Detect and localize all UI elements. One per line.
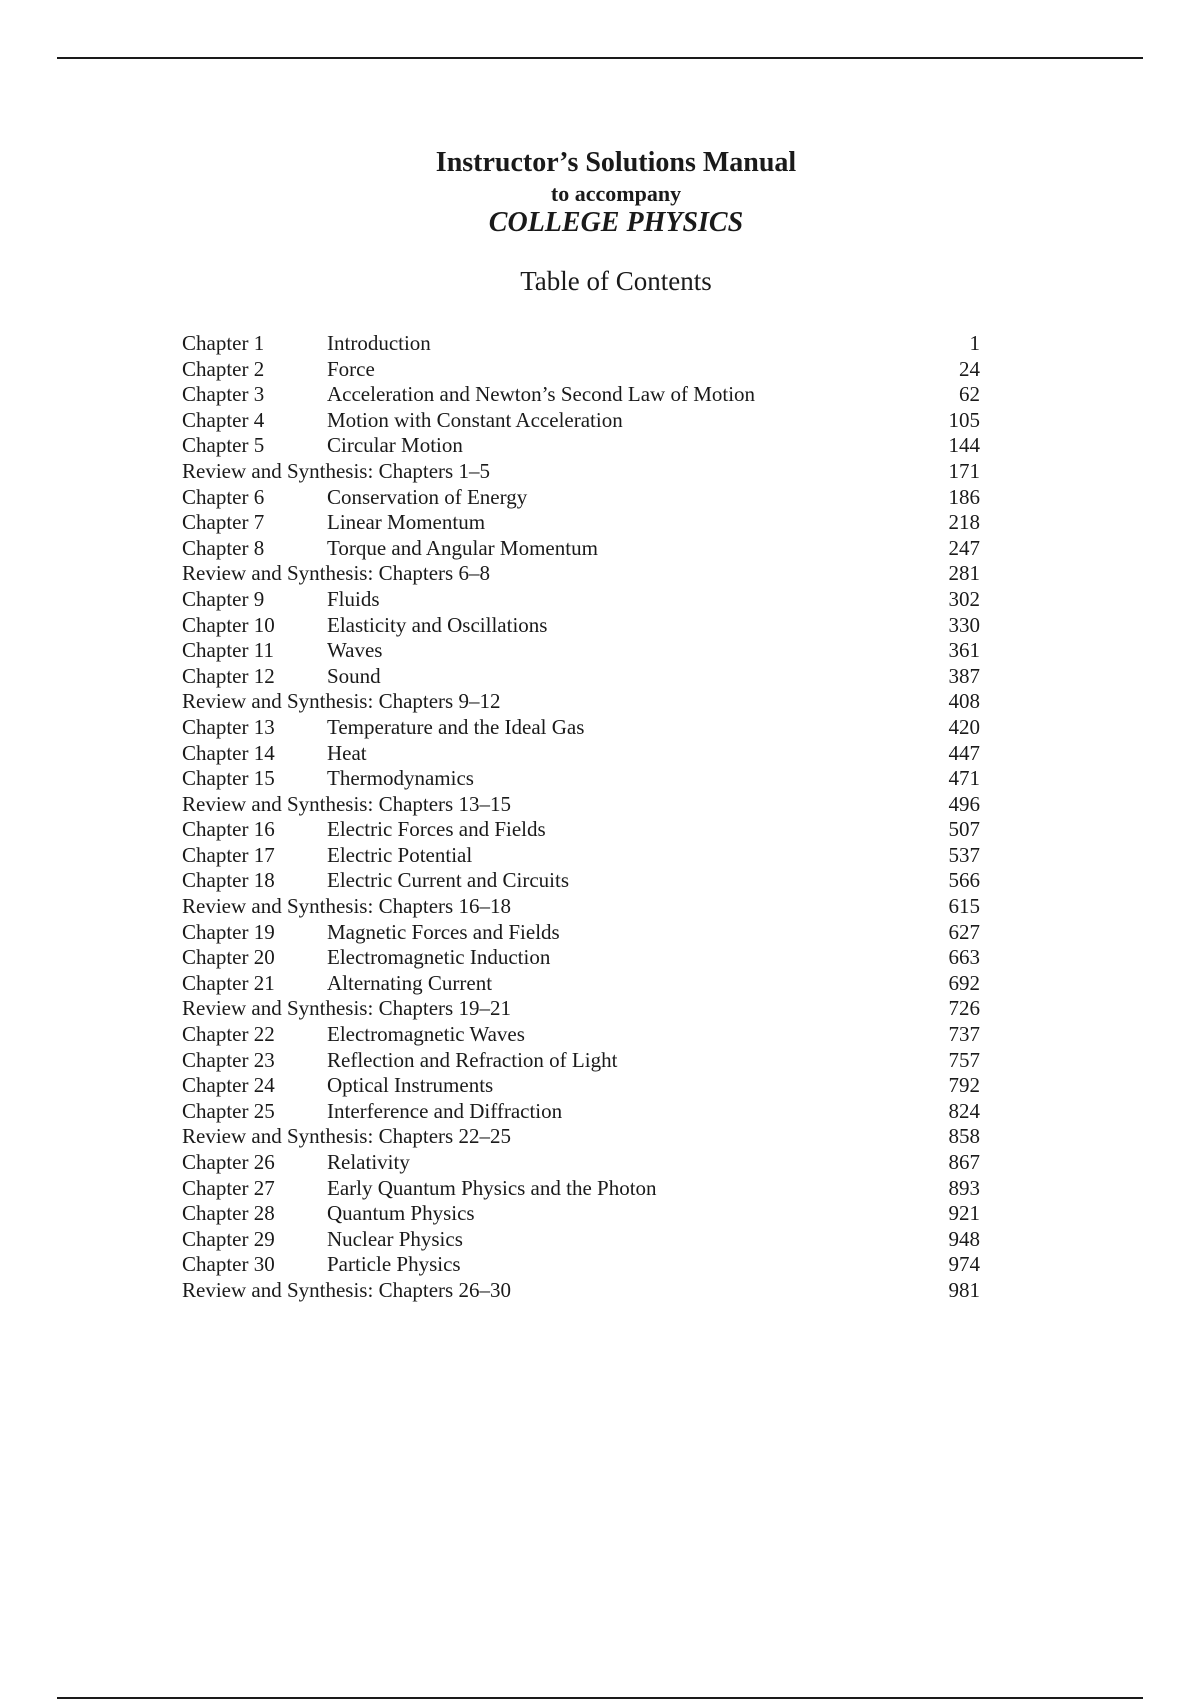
toc-row-label: Chapter 23 — [182, 1047, 275, 1072]
toc-row — [182, 664, 980, 690]
toc-row-title: Nuclear Physics — [327, 1226, 463, 1251]
toc-row-page: 663 — [948, 945, 980, 970]
toc-row-title: Alternating Current — [327, 970, 493, 995]
toc-row-label: Chapter 22 — [182, 1022, 275, 1047]
toc-row — [182, 1022, 980, 1048]
toc-row — [182, 1150, 980, 1176]
top-rule — [57, 57, 1143, 59]
toc-row-label: Review and Synthesis: Chapters 13–15 — [182, 791, 511, 816]
toc-row — [182, 1252, 980, 1278]
toc-row — [182, 971, 980, 997]
toc-row-label: Review and Synthesis: Chapters 22–25 — [182, 1124, 511, 1149]
toc-row-page: 948 — [948, 1226, 980, 1251]
toc-row-label: Chapter 6 — [182, 484, 265, 509]
toc-row-title: Optical Instruments — [327, 1073, 494, 1098]
toc-row-title: Interference and Diffraction — [327, 1098, 563, 1123]
toc-row — [182, 1124, 980, 1150]
toc-row — [182, 817, 980, 843]
toc-row-label: Chapter 11 — [182, 638, 274, 663]
toc-row-label: Chapter 26 — [182, 1150, 275, 1174]
toc-row — [182, 408, 980, 434]
toc-row-label: Chapter 24 — [182, 1073, 275, 1098]
toc-row-page: 824 — [948, 1098, 980, 1123]
toc-row-page: 858 — [948, 1124, 980, 1149]
toc-row-title: Relativity — [327, 1150, 410, 1174]
toc-row-label: Chapter 10 — [182, 612, 275, 637]
bottom-rule — [57, 1697, 1143, 1699]
toc-row-title: Electric Forces and Fields — [327, 817, 546, 842]
toc-row-page: 218 — [948, 510, 980, 535]
toc-row-page: 974 — [948, 1252, 980, 1277]
toc-row — [182, 536, 980, 562]
toc-row-title: Quantum Physics — [327, 1201, 475, 1226]
toc-row-page: 792 — [948, 1073, 980, 1098]
toc-row-label: Chapter 14 — [182, 740, 275, 765]
toc-row — [182, 920, 980, 946]
toc-row-label: Chapter 7 — [182, 510, 265, 535]
toc-row-label: Chapter 8 — [182, 535, 265, 560]
toc-row-label: Chapter 13 — [182, 714, 275, 739]
document-subtitle: to accompany — [550, 181, 682, 206]
toc-row-page: 387 — [948, 663, 980, 688]
toc-row — [182, 561, 980, 587]
toc-row-title: Sound — [327, 663, 381, 688]
toc-row-label: Chapter 12 — [182, 663, 275, 688]
toc-row-title: Electric Current and Circuits — [327, 868, 570, 893]
toc-row-title: Force — [327, 356, 375, 381]
toc-row-page: 737 — [948, 1022, 980, 1047]
toc-row-title: Introduction — [327, 331, 431, 355]
toc-row — [182, 843, 980, 869]
toc-row-label: Review and Synthesis: Chapters 16–18 — [182, 894, 511, 919]
toc-row — [182, 1227, 980, 1253]
toc-row-title: Electromagnetic Induction — [327, 945, 551, 970]
toc-row-page: 981 — [948, 1277, 980, 1302]
toc-row-page: 186 — [948, 484, 980, 509]
toc-row — [182, 945, 980, 971]
toc-row-page: 302 — [948, 586, 980, 611]
toc-row-page: 361 — [948, 638, 980, 663]
toc-row-label: Chapter 16 — [182, 817, 275, 842]
toc-row — [182, 331, 980, 357]
toc-row-page: 615 — [948, 894, 980, 919]
toc-row-label: Chapter 30 — [182, 1252, 275, 1277]
toc-row-title: Reflection and Refraction of Light — [327, 1047, 618, 1072]
toc-row — [182, 894, 980, 920]
toc-row — [182, 792, 980, 818]
toc-row-page: 471 — [948, 766, 980, 791]
toc-row-title: Electromagnetic Waves — [327, 1022, 525, 1047]
toc-row-page: 893 — [948, 1175, 980, 1200]
toc-row-title: Elasticity and Oscillations — [327, 612, 548, 637]
toc-row-page: 537 — [948, 842, 980, 867]
toc-row-page: 144 — [948, 433, 980, 458]
toc-row-label: Chapter 29 — [182, 1226, 275, 1251]
toc-row-page: 24 — [959, 356, 980, 381]
document-title: Instructor’s Solutions Manual — [435, 147, 797, 178]
toc-row-title: Early Quantum Physics and the Photon — [327, 1175, 657, 1200]
toc-row-page: 447 — [948, 740, 980, 765]
toc-row-label: Chapter 9 — [182, 586, 265, 611]
toc-row — [182, 715, 980, 741]
toc-row-title: Torque and Angular Momentum — [327, 535, 598, 560]
toc-row-title: Fluids — [327, 586, 380, 611]
toc-row-page: 921 — [948, 1201, 980, 1226]
toc-row-label: Chapter 27 — [182, 1175, 275, 1200]
toc-row — [182, 459, 980, 485]
toc-row — [182, 587, 980, 613]
toc-row-label: Chapter 20 — [182, 945, 275, 970]
toc-row — [182, 1073, 980, 1099]
toc-row-title: Particle Physics — [327, 1252, 461, 1277]
toc-row-label: Chapter 28 — [182, 1201, 275, 1226]
toc-row-page: 281 — [948, 561, 980, 586]
toc-row-label: Chapter 17 — [182, 842, 275, 867]
toc-row-label: Review and Synthesis: Chapters 9–12 — [182, 689, 501, 714]
toc-row-page: 1 — [969, 331, 980, 355]
toc-row — [182, 433, 980, 459]
toc-row-page: 62 — [959, 382, 980, 407]
toc-row-title: Magnetic Forces and Fields — [327, 919, 560, 944]
toc-row — [182, 766, 980, 792]
toc-row-label: Chapter 3 — [182, 382, 265, 407]
toc-row-title: Temperature and the Ideal Gas — [327, 714, 585, 739]
toc-row-label: Chapter 4 — [182, 407, 265, 432]
toc-row-page: 726 — [948, 996, 980, 1021]
toc-row-page: 757 — [948, 1047, 980, 1072]
toc-row-label: Chapter 2 — [182, 356, 265, 381]
toc-row-title: Conservation of Energy — [327, 484, 528, 509]
toc-row-title: Acceleration and Newton’s Second Law of Motion — [327, 382, 756, 407]
toc-row — [182, 1176, 980, 1202]
toc-row — [182, 638, 980, 664]
toc-row-page: 507 — [948, 817, 980, 842]
toc-row-label: Review and Synthesis: Chapters 19–21 — [182, 996, 511, 1021]
toc-row-label: Review and Synthesis: Chapters 26–30 — [182, 1277, 511, 1302]
toc-row — [182, 741, 980, 767]
toc-row-page: 566 — [948, 868, 980, 893]
toc-row-title: Thermodynamics — [327, 766, 474, 791]
book-title: COLLEGE PHYSICS — [488, 207, 744, 238]
table-of-contents — [182, 331, 980, 1304]
toc-row — [182, 1048, 980, 1074]
toc-row-title: Circular Motion — [327, 433, 463, 458]
toc-row — [182, 996, 980, 1022]
toc-row — [182, 357, 980, 383]
toc-row-label: Chapter 25 — [182, 1098, 275, 1123]
toc-row — [182, 382, 980, 408]
toc-row-title: Waves — [327, 638, 383, 663]
toc-row-page: 496 — [948, 791, 980, 816]
toc-row-label: Chapter 18 — [182, 868, 275, 893]
toc-row-page: 247 — [948, 535, 980, 560]
toc-row-label: Chapter 1 — [182, 331, 265, 355]
toc-row-page: 330 — [948, 612, 980, 637]
toc-row — [182, 1278, 980, 1304]
toc-row-title: Linear Momentum — [327, 510, 486, 535]
toc-row-page: 408 — [948, 689, 980, 714]
toc-row-label: Chapter 15 — [182, 766, 275, 791]
toc-row-label: Chapter 21 — [182, 970, 275, 995]
toc-heading: Table of Contents — [520, 266, 712, 296]
toc-row-title: Motion with Constant Acceleration — [327, 407, 623, 432]
toc-row — [182, 1201, 980, 1227]
toc-row — [182, 510, 980, 536]
toc-row — [182, 1099, 980, 1125]
toc-row-page: 171 — [948, 458, 980, 483]
toc-row-page: 105 — [948, 407, 980, 432]
toc-row-title: Heat — [327, 740, 367, 765]
toc-row-label: Review and Synthesis: Chapters 1–5 — [182, 458, 490, 483]
toc-row-label: Chapter 5 — [182, 433, 265, 458]
toc-row-label: Chapter 19 — [182, 919, 275, 944]
toc-row-label: Review and Synthesis: Chapters 6–8 — [182, 561, 490, 586]
toc-row-page: 627 — [948, 919, 980, 944]
toc-row-page: 867 — [948, 1150, 980, 1174]
toc-row — [182, 485, 980, 511]
toc-row — [182, 613, 980, 639]
toc-row-title: Electric Potential — [327, 842, 473, 867]
toc-row-page: 420 — [948, 714, 980, 739]
toc-row-page: 692 — [948, 970, 980, 995]
toc-row — [182, 689, 980, 715]
toc-row — [182, 868, 980, 894]
